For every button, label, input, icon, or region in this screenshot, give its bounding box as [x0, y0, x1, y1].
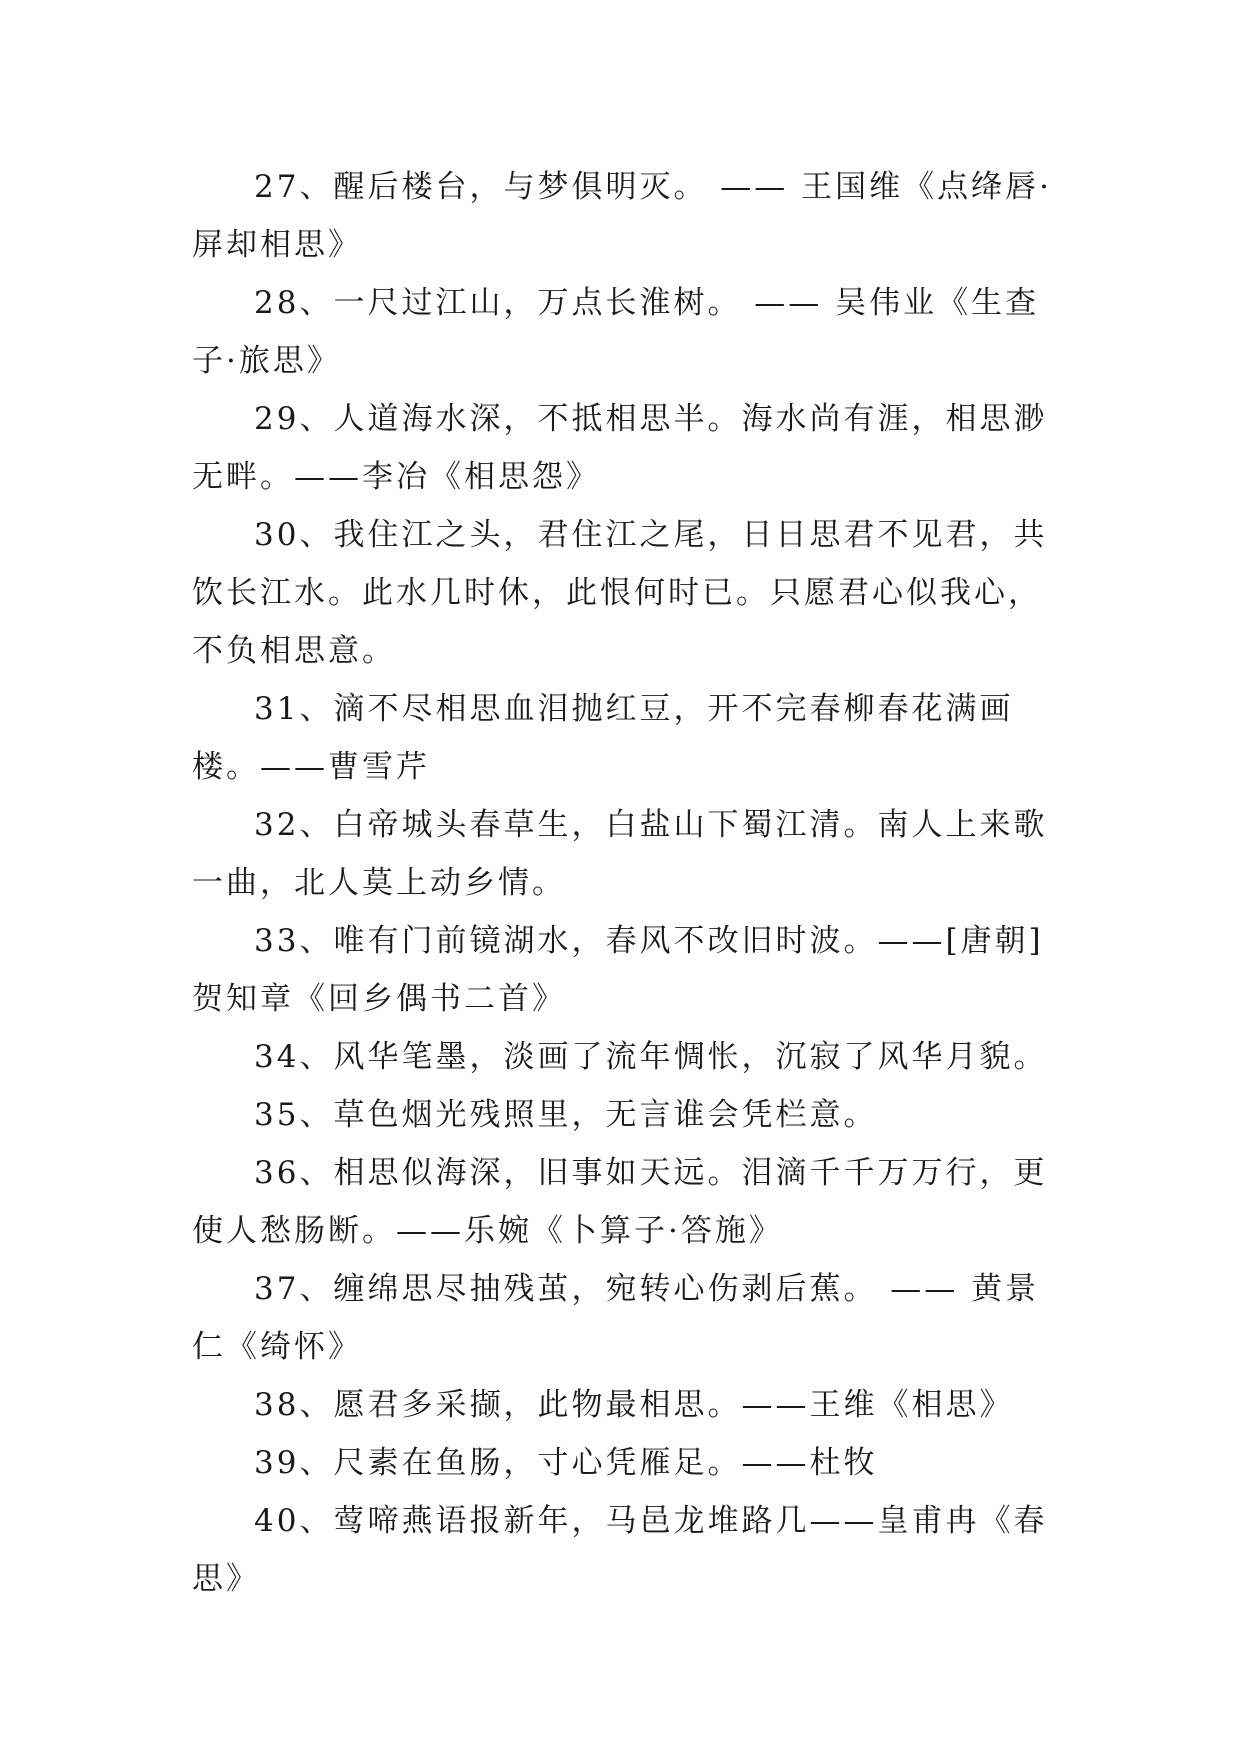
entry-36: 36、相思似海深，旧事如天远。泪滴千千万万行，更使人愁肠断。——乐婉《卜算子·答施》: [192, 1155, 1048, 1249]
entry-35: 35、草色烟光残照里，无言谁会凭栏意。: [254, 1097, 878, 1133]
entry-31: 31、滴不尽相思血泪抛红豆，开不完春柳春花满画楼。——曹雪芹: [192, 691, 1014, 785]
entry-37: 37、缠绵思尽抽残茧，宛转心伤剥后蕉。 —— 黄景仁《绮怀》: [192, 1271, 1040, 1365]
entry-28: 28、一尺过江山，万点长淮树。 —— 吴伟业《生查子·旅思》: [192, 285, 1040, 379]
entry-40: 40、莺啼燕语报新年，马邑龙堆路几——皇甫冉《春思》: [192, 1503, 1048, 1597]
entry-34: 34、风华笔墨，淡画了流年惆怅，沉寂了风华月貌。: [254, 1039, 1048, 1075]
text-body: [192, 158, 1057, 1608]
entry-39: 39、尺素在鱼肠，寸心凭雁足。——杜牧: [254, 1445, 878, 1481]
entry-29: 29、人道海水深，不抵相思半。海水尚有涯，相思渺无畔。——李冶《相思怨》: [192, 401, 1048, 495]
entry-32: 32、白帝城头春草生，白盐山下蜀江清。南人上来歌一曲，北人莫上动乡情。: [192, 807, 1048, 901]
entry-27: 27、醒后楼台，与梦俱明灭。 —— 王国维《点绛唇·屏却相思》: [192, 169, 1053, 263]
entry-38: 38、愿君多采撷，此物最相思。——王维《相思》: [254, 1387, 1014, 1423]
entry-30: 30、我住江之头，君住江之尾，日日思君不见君，共饮长江水。此水几时休，此恨何时已。只愿君心似我心，不负相思意。: [192, 517, 1048, 669]
entry-33: 33、唯有门前镜湖水，春风不改旧时波。——[唐朝]贺知章《回乡偶书二首》: [192, 923, 1044, 1017]
